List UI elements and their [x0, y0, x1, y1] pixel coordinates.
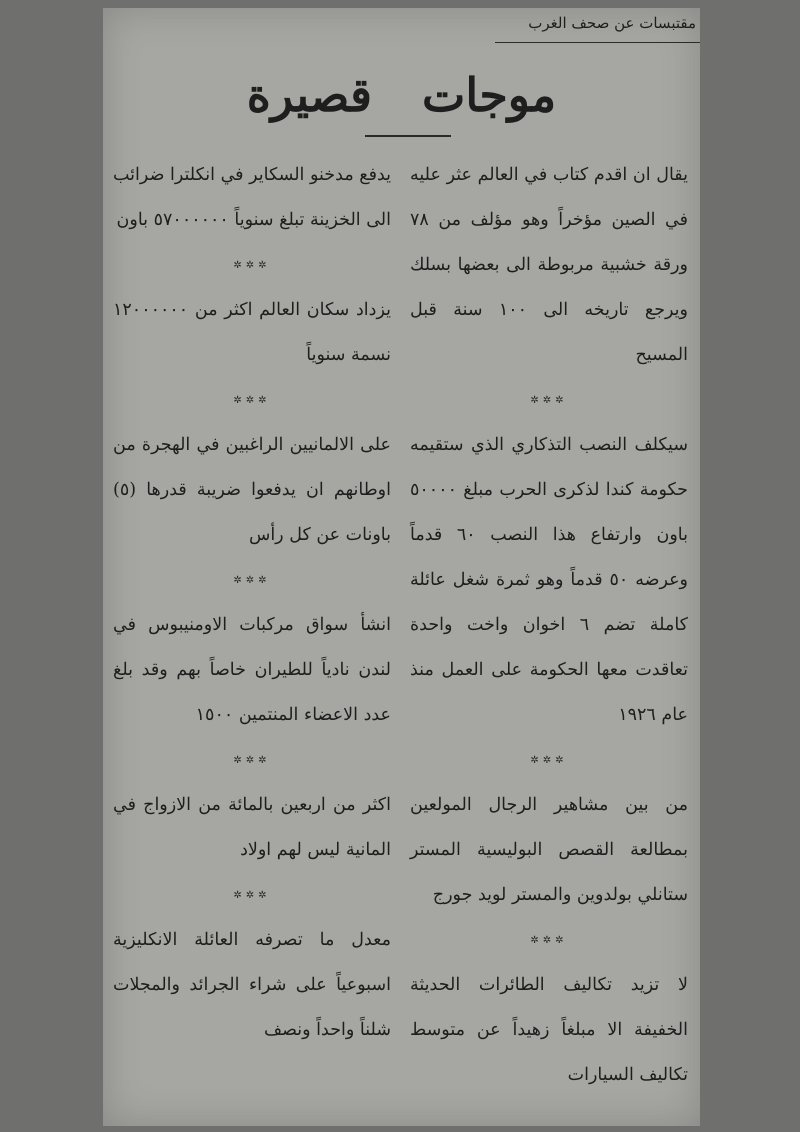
news-item: يزداد سكان العالم اكثر من ١٢٠٠٠٠٠٠ نسمة سنوياً	[113, 300, 391, 365]
separator-stars: ✲✲✲	[233, 890, 271, 901]
news-item: من بين مشاهير الرجال المولعين بمطالعة القصص البوليسية المستر ستانلي بولدوين والمستر لويد جورج	[410, 795, 688, 905]
news-item: انشأ سواق مركبات الاومنيبوس في لندن نادياً للطيران خاصاً بهم وقد بلغ عدد الاعضاء المنتمين ١٥٠٠	[113, 615, 391, 725]
news-item: معدل ما تصرفه العائلة الانكليزية اسبوعياً على شراء الجرائد والمجلات شلناً واحداً ونصف	[113, 930, 391, 1040]
news-item: لا تزيد تكاليف الطائرات الحديثة الخفيفة الا مبلغاً زهيداً عن متوسط تكاليف السيارات	[410, 975, 688, 1085]
separator-stars: ✲✲✲	[530, 395, 568, 406]
separator-stars: ✲✲✲	[233, 575, 271, 586]
header-rule	[495, 42, 700, 43]
separator-stars: ✲✲✲	[233, 260, 271, 271]
section-label: مقتبسات عن صحف الغرب	[528, 14, 696, 32]
page-title: موجات قصيرة	[246, 68, 557, 122]
title-rule	[365, 135, 451, 137]
separator-stars: ✲✲✲	[233, 755, 271, 766]
news-item: يقال ان اقدم كتاب في العالم عثر عليه في الصين مؤخراً وهو مؤلف من ٧٨ ورقة خشبية مربوطة الى بعضها بسلك ويرجع تاريخه الى ١٠٠ سنة قبل المسيح	[410, 165, 689, 365]
newspaper-page	[103, 8, 700, 1126]
news-item: على الالمانيين الراغبين في الهجرة من اوطانهم ان يدفعوا ضريبة قدرها (٥) باونات عن كل رأس	[113, 435, 391, 545]
separator-stars: ✲✲✲	[530, 755, 568, 766]
separator-stars: ✲✲✲	[530, 935, 568, 946]
right-column	[410, 153, 688, 1098]
separator-stars: ✲✲✲	[233, 395, 271, 406]
news-item: يدفع مدخنو السكاير في انكلترا ضرائب الى الخزينة تبلغ سنوياً ٥٧٠٠٠٠٠٠ باون	[113, 165, 391, 230]
left-column	[113, 153, 391, 1053]
news-item: اكثر من اربعين بالمائة من الازواج في المانية ليس لهم اولاد	[113, 795, 391, 860]
news-item: سيكلف النصب التذكاري الذي ستقيمه حكومة كندا لذكرى الحرب مبلغ ٥٠٠٠٠ باون وارتفاع هذا النصب ٦٠ قدماً وعرضه ٥٠ قدماً وهو ثمرة شغل عائلة كاملة تضم ٦ اخوان واخت واحدة تعاقدت معها الحكومة على العمل منذ عام ١٩٢٦	[410, 435, 688, 725]
